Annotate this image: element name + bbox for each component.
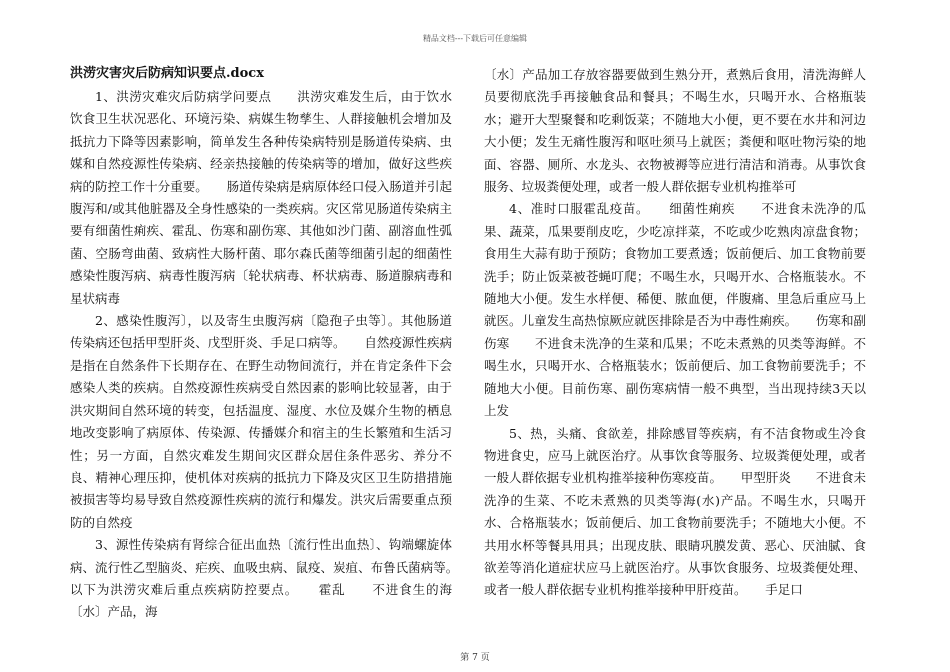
page-number: 第 7 页 — [460, 653, 490, 663]
paragraph-4: 4、准时口服霍乱疫苗。 细菌性痢疾 不进食未洗净的瓜果、蔬菜，瓜果要削皮吃，少吃凉拌菜，不吃或少吃熟肉凉盘食物；食用生大蒜有助于预防；食物加工要煮透；饭前便后、加工食物前要洗手；防止饭菜被苍蝇叮爬；不喝生水，只喝开水、合格瓶装水。不随地大小便。发生水样便、稀便、脓血便，伴腹痛、里急后重应马上就医。儿童发生高热惊厥应就医排除是否为中毒性痢疾。 伤寒和副伤寒 不进食未洗净的生菜和瓜果；不吃未煮熟的贝类等海鲜。不喝生水，只喝开水、合格瓶装水；饭前便后、加工食物前要洗手；不随地大小便。目前伤寒、副伤寒病情一般不典型，当出现持续3天以上发 — [484, 201, 866, 419]
paragraph-5: 5、热，头痛、食欲差，排除感冒等疾病，有不洁食物或生冷食物进食史，应马上就医治疗。从事饮食等服务、垃圾粪便处理，或者一般人群依据专业机构推举接种伤寒疫苗。 甲型肝炎 不进食未洗净的生菜、不吃未煮熟的贝类等海(水)产品。不喝生水，只喝开水、合格瓶装水；饭前便后、加工食物前要洗手；不随地大小便。不共用水杯等餐具用具；出现皮肤、眼睛巩膜发黄、恶心、厌油腻、食欲差等消化道症状应马上就医治疗。从事饮食服务、垃圾粪便处理、或者一般人群依据专业机构推举接种甲肝疫苗。 手足口 — [484, 425, 866, 598]
document-title: 洪涝灾害灾后防病知识要点.docx — [70, 66, 264, 81]
paragraph-2: 2、感染性腹泻〕，以及寄生虫腹泻病〔隐孢子虫等〕。其他肠道传染病还包括甲型肝炎、戊型肝炎、手足口病等。 自然疫源性疾病是指在自然条件下长期存在、在野生动物间流行，并在肯定条件下会感染人类的疾病。自然疫源性疾病受自然因素的影响比较显著，由于洪灾期间自然环境的转变，包括温度、湿度、水位及媒介生物的栖息地改变影响了病原体、传染源、传播媒介和宿主的生长繁殖和生活习性；另一方面，自然灾难发生期间灾区群众居住条件恶劣、养分不良、精神心理压抑，使机体对疾病的抵抗力下降及灾区卫生防措措施被损害等均易导致自然疫源性疾病的流行和爆发。洪灾后需要重点预防的自然疫 — [70, 313, 452, 530]
paragraph-3-continued: 〔水〕产品加工存放容器要做到生熟分开，煮熟后食用，清洗海鲜人员要彻底洗手再接触食品和餐具；不喝生水，只喝开水、合格瓶装水；避开大型聚餐和吃剩饭菜；不随地大小便，更不要在水井和河边大小便；发生无痛性腹泻和呕吐须马上就医；粪便和呕吐物污染的地面、容器、厕所、水龙头、衣物被褥等应进行清洁和消毒。从事饮食服务、垃圾粪便处理，或者一般人群依据专业机构推举可 — [484, 67, 866, 195]
page-header: 精品文档---下载后可任意编辑 — [422, 34, 528, 43]
right-column — [484, 64, 866, 602]
paragraph-3: 3、源性传染病有肾综合征出血热〔流行性出血热〕、钩端螺旋体病、流行性乙型脑炎、疟疾、血吸虫病、鼠疫、炭疽、布鲁氏菌病等。 以下为洪涝灾难后重点疾病防控要点。 霍乱 不进食生的海〔水〕产品，海 — [70, 537, 478, 620]
paragraph-1: 1、洪涝灾难灾后防病学问要点 洪涝灾难发生后，由于饮水饮食卫生状况恶化、环境污染、病媒生物孳生、人群接触机会增加及抵抗力下降等因素影响，简单发生各种传染病特别是肠道传染病、虫媒和自然疫源性传染病、经亲热接触的传染病等的增加，做好这些疾病的防控工作十分重要。 肠道传染病是病原体经口侵入肠道并引起腹泻和/或其他脏器及全身性感染的一类疾病。灾区常见肠道传染病主要有细菌性痢疾、霍乱、伤寒和副伤寒、其他如沙门菌、副溶血性弧菌、空肠弯曲菌、致病性大肠杆菌、耶尔森氏菌等细菌引起的细菌性感染性腹泻病、病毒性腹泻病〔轮状病毒、杯状病毒、肠道腺病毒和星状病毒 — [70, 89, 452, 306]
left-column — [70, 62, 478, 624]
